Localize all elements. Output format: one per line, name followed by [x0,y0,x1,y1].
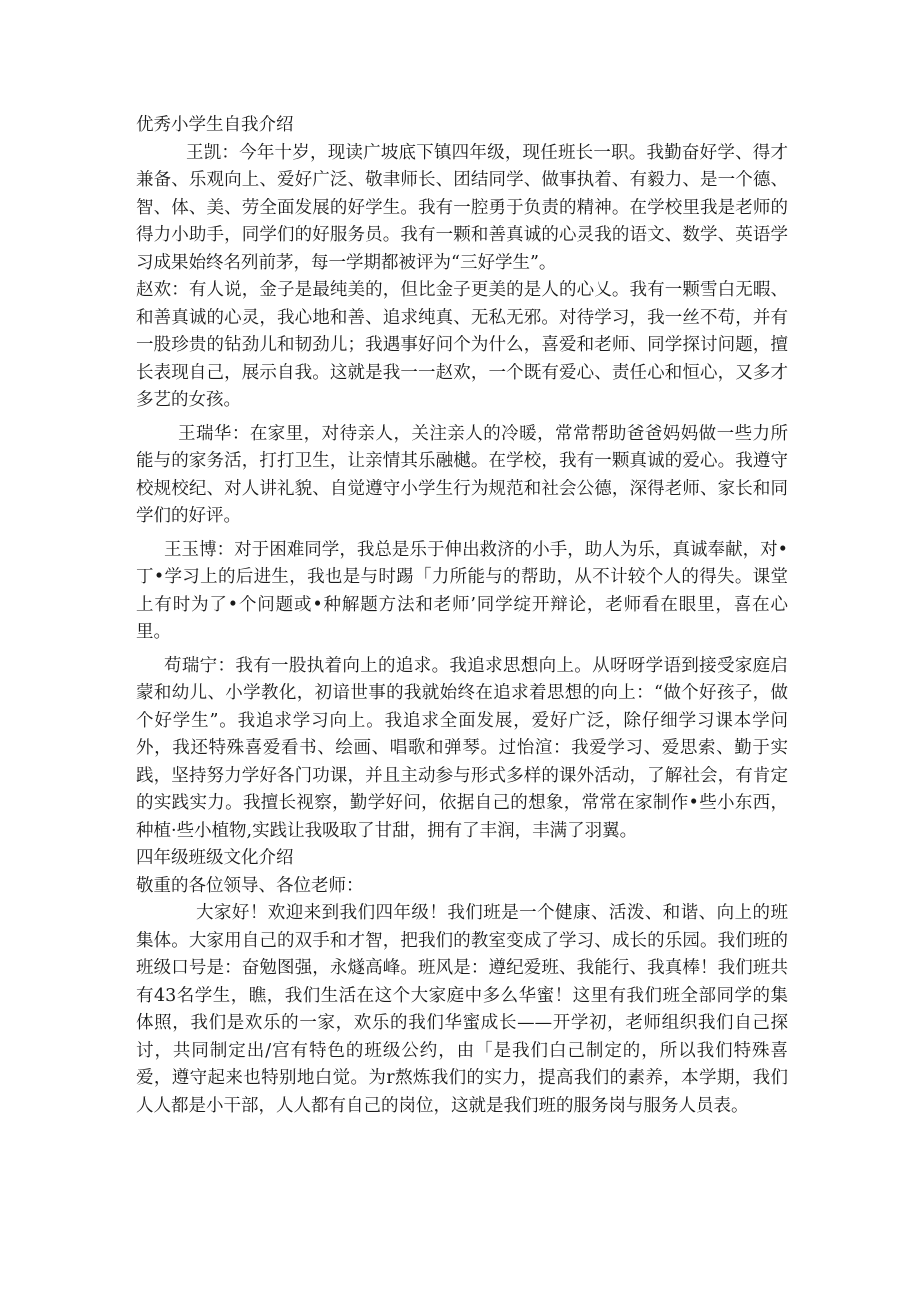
paragraph-gou-ruining: 苟瑞宁：我有一股执着向上的追求。我追求思想向上。从呀呀学语到接受家庭启蒙和幼儿、小学教化，初谙世事的我就始终在追求着思想的向上：“做个好孩子，做个好学生”。我追求学习向上。我追求全面发展，爱好广泛，除仔细学习课本学问外，我还特殊喜爱看书、绘画、唱歌和弹琴。过怡渲：我爱学习、爱思索、勤于实践，坚持努力学好各门功课，并且主动参与形式多样的课外活动，了解社会，有肯定的实践实力。我擅长视察，勤学好问，依据自己的想象，常常在家制作•些小东西，种植·些小植物,实践让我吸取了甘甜，拥有了丰润，丰满了羽翼。 [136,655,788,841]
paragraph-wang-yubo: 王玉博：对于困难同学，我总是乐于伸出救济的小手，助人为乐，真诚奉献，对•丁•学习上的后进生，我也是与时踢「力所能与的帮助，从不计较个人的得失。课堂上有时为了•个问题或•种解题方法和老师’同学绽开辩论，老师看在眼里，喜在心里。 [136,539,788,642]
section-title-self-intro: 优秀小学生自我介绍 [136,115,294,135]
document-body [136,112,788,1120]
salutation: 敬重的各位领导、各位老师： [136,875,364,896]
paragraph-zhao-huan: 赵欢：有人说，金子是最纯美的，但比金子更美的是人的心乂。我有一颗雪白无暇、和善真诚的心灵，我心地和善、追求纯真、无私无邪。对待学习，我一丝不苟，并有一股珍贵的钻劲儿和韧劲儿；我遇事好问个为什么，喜爱和老师、同学探讨问题，擅长表现自己，展示自我。这就是我一一赵欢，一个既有爱心、责任心和恒心，又多才多艺的女孩。 [136,280,788,410]
paragraph-wang-ruihua: 王瑞华：在家里，对待亲人，关注亲人的冷暖，常常帮助爸爸妈妈做一些力所能与的家务活，打打卫生，让亲情其乐融樾。在学校，我有一颗真诚的爱心。我遵守校规校纪、对人讲礼貌、自觉遵守小学生行为规范和社会公德，深得老师、家长和同学们的好评。 [136,423,788,526]
paragraph-wang-kai: 王凯：今年十岁，现读广坡底下镇四年级，现任班长一职。我勤奋好学、得才兼备、乐观向上、爱好广泛、敬聿师长、团结同学、做事执着、有毅力、是一个德、智、体、美、劳全面发展的好学生。我有一腔勇于负责的精神。在学校里我是老师的得力小助手，同学们的好服务员。我有一颗和善真诚的心灵我的语文、数学、英语学习成果始终名列前茅，每一学期都被评为“三好学生”。 [136,142,788,273]
paragraph-class-intro: 大家好！欢迎来到我们四年级！我们班是一个健康、活泼、和谐、向上的班集体。大家用自己的双手和才智，把我们的教室变成了学习、成长的乐园。我们班的班级口号是：奋勉图强，永燧高峰。班风是：遵纪爱班、我能行、我真棒！我们班共有43名学生，瞧，我们生活在这个大家庭中多么华蜜！这里有我们班全部同学的集体照，我们是欢乐的一家，欢乐的我们华蜜成长——开学初，老师组织我们自己探讨，共同制定出/宫有特色的班级公约，由「是我们白己制定的，所以我们特殊喜爱，遵守起来也特别地白觉。为r熬炼我们的实力，提高我们的素养，本学期，我们人人都是小干部，人人都有自己的岗位，这就是我们班的服务岗与服务人员表。 [136,903,788,1116]
section-title-class-culture: 四年级班级文化介绍 [136,848,294,868]
